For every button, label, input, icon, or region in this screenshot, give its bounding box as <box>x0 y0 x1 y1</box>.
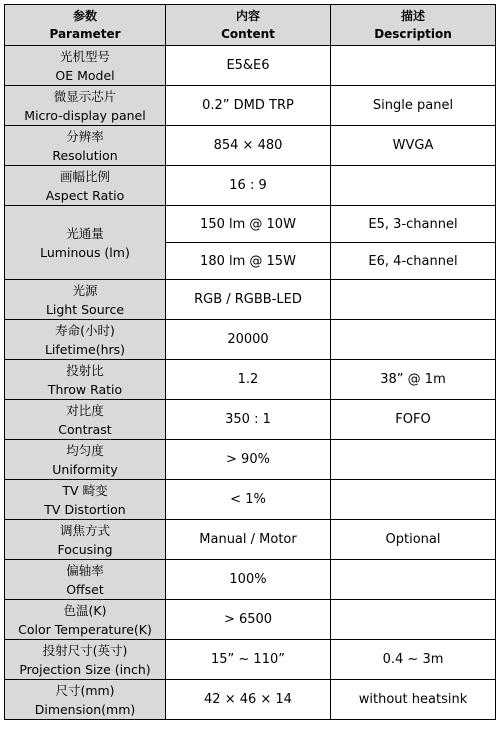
table-row <box>5 280 496 320</box>
header-parameter: 参数 Parameter <box>5 5 166 46</box>
description-cell <box>331 440 496 480</box>
param-cell: TV 畸变 TV Distortion <box>5 480 166 520</box>
description-cell: FOFO <box>331 400 496 440</box>
table-row <box>5 86 496 126</box>
param-cell: 调焦方式 Focusing <box>5 520 166 560</box>
table-row <box>5 206 496 243</box>
content-cell: 350 : 1 <box>166 400 331 440</box>
content-cell: 42 × 46 × 14 <box>166 680 331 720</box>
table-row <box>5 680 496 720</box>
description-cell: Single panel <box>331 86 496 126</box>
description-cell: 38” @ 1m <box>331 360 496 400</box>
param-cell: 对比度 Contrast <box>5 400 166 440</box>
content-cell: E5&E6 <box>166 46 331 86</box>
description-cell: 0.4 ~ 3m <box>331 640 496 680</box>
table-row <box>5 360 496 400</box>
table-row <box>5 480 496 520</box>
content-cell: > 90% <box>166 440 331 480</box>
content-cell: 15” ~ 110” <box>166 640 331 680</box>
table-row <box>5 440 496 480</box>
param-cell: 画幅比例 Aspect Ratio <box>5 166 166 206</box>
param-cell: 寿命(小时) Lifetime(hrs) <box>5 320 166 360</box>
table-row <box>5 560 496 600</box>
description-cell: Optional <box>331 520 496 560</box>
content-cell: 20000 <box>166 320 331 360</box>
content-cell: 854 × 480 <box>166 126 331 166</box>
param-cell: 光机型号 OE Model <box>5 46 166 86</box>
content-cell: 1.2 <box>166 360 331 400</box>
description-cell: E6, 4-channel <box>331 243 496 280</box>
header-row <box>5 5 496 46</box>
content-cell: Manual / Motor <box>166 520 331 560</box>
param-cell: 微显示芯片 Micro-display panel <box>5 86 166 126</box>
description-cell <box>331 560 496 600</box>
description-cell <box>331 320 496 360</box>
table-row <box>5 166 496 206</box>
param-cell: 尺寸(mm) Dimension(mm) <box>5 680 166 720</box>
param-cell: 分辨率 Resolution <box>5 126 166 166</box>
content-cell: > 6500 <box>166 600 331 640</box>
description-cell <box>331 600 496 640</box>
param-cell: 光源 Light Source <box>5 280 166 320</box>
content-cell: 16 : 9 <box>166 166 331 206</box>
table-row <box>5 46 496 86</box>
table-row <box>5 600 496 640</box>
param-cell: 均匀度 Uniformity <box>5 440 166 480</box>
content-cell: RGB / RGBB-LED <box>166 280 331 320</box>
table-row <box>5 126 496 166</box>
param-cell: 偏轴率 Offset <box>5 560 166 600</box>
description-cell <box>331 280 496 320</box>
header-content: 内容 Content <box>166 5 331 46</box>
table-row <box>5 400 496 440</box>
content-cell: 180 lm @ 15W <box>166 243 331 280</box>
description-cell <box>331 480 496 520</box>
description-cell: E5, 3-channel <box>331 206 496 243</box>
param-cell: 投射尺寸(英寸) Projection Size (inch) <box>5 640 166 680</box>
content-cell: 150 lm @ 10W <box>166 206 331 243</box>
header-description: 描述 Description <box>331 5 496 46</box>
content-cell: 0.2” DMD TRP <box>166 86 331 126</box>
spec-table <box>4 4 496 720</box>
table-row <box>5 320 496 360</box>
description-cell <box>331 166 496 206</box>
description-cell: without heatsink <box>331 680 496 720</box>
table-row <box>5 640 496 680</box>
param-cell: 色温(K) Color Temperature(K) <box>5 600 166 640</box>
content-cell: < 1% <box>166 480 331 520</box>
param-cell: 光通量 Luminous (lm) <box>5 206 166 280</box>
param-cell: 投射比 Throw Ratio <box>5 360 166 400</box>
table-row <box>5 520 496 560</box>
content-cell: 100% <box>166 560 331 600</box>
description-cell: WVGA <box>331 126 496 166</box>
description-cell <box>331 46 496 86</box>
